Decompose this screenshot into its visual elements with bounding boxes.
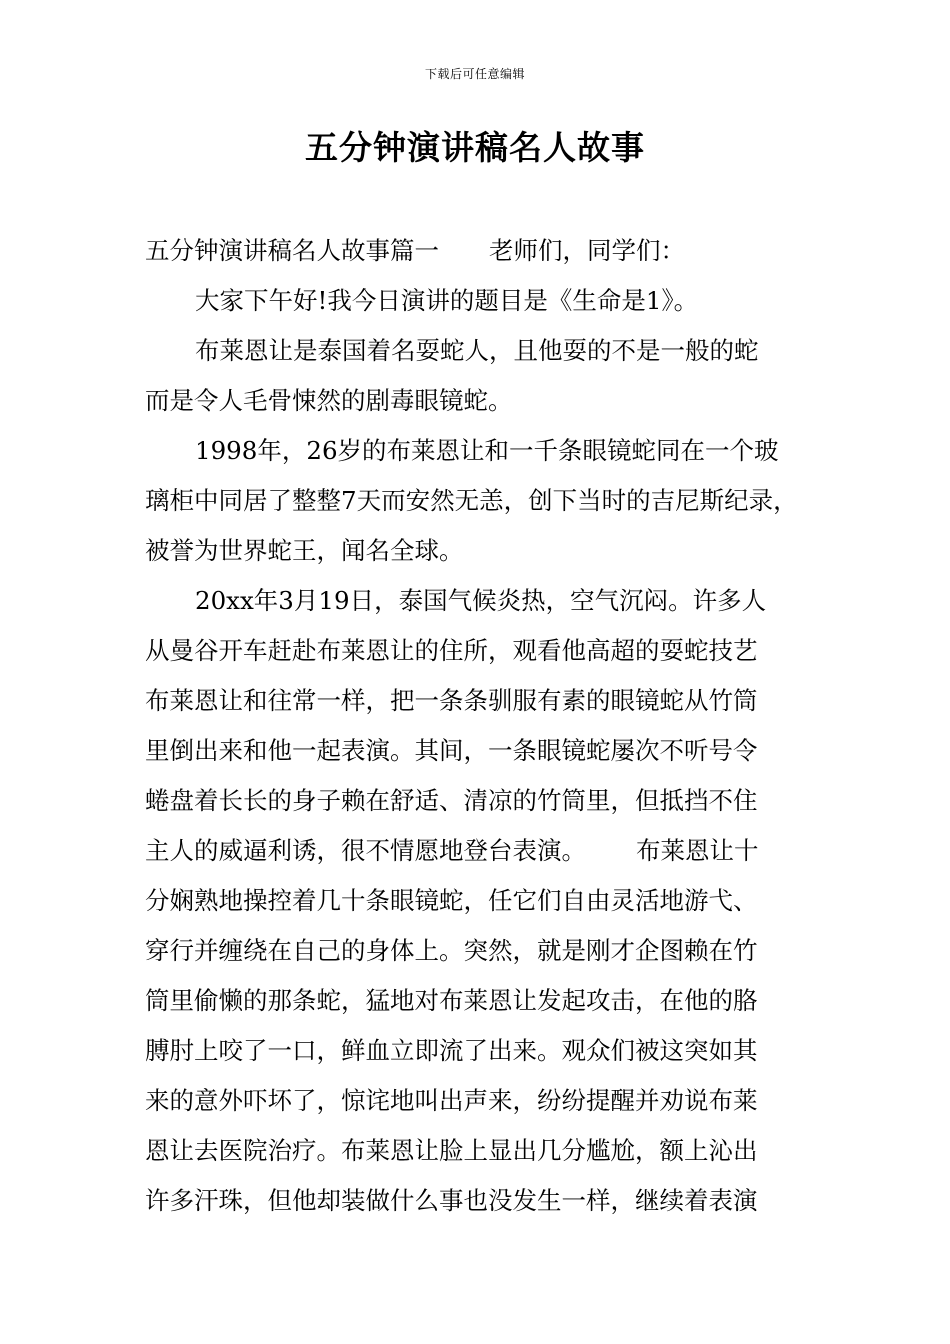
- page-header-note: 下载后可任意编辑: [424, 67, 525, 81]
- body-line-part: 主人的威逼利诱，很不情愿地登台表演。: [145, 836, 586, 865]
- body-line: 布莱恩让和往常一样，把一条条驯服有素的眼镜蛇从竹筒: [145, 686, 758, 715]
- body-line: 分娴熟地操控着几十条眼镜蛇，任它们自由灵活地游弋、: [145, 886, 758, 915]
- body-line: 恩让去医院治疗。布莱恩让脸上显出几分尴尬，额上沁出: [145, 1136, 758, 1165]
- body-line: 膊肘上咬了一口，鲜血立即流了出来。观众们被这突如其: [145, 1036, 758, 1065]
- body-line: 从曼谷开车赶赴布莱恩让的住所，观看他高超的耍蛇技艺: [145, 636, 758, 665]
- body-line: 璃柜中同居了整整7天而安然无恙，创下当时的吉尼斯纪录，: [145, 486, 798, 515]
- body-line: 穿行并缠绕在自己的身体上。突然，就是刚才企图赖在竹: [145, 936, 758, 965]
- body-line: [145, 826, 815, 876]
- body-line: 被誉为世界蛇王，闻名全球。: [145, 536, 464, 565]
- document-title: 五分钟演讲稿名人故事: [305, 128, 645, 167]
- body-line: 20xx年3月19日，泰国气候炎热，空气沉闷。许多人: [195, 586, 767, 615]
- body-line: 许多汗珠，但他却装做什么事也没发生一样，继续着表演: [145, 1186, 758, 1215]
- body-line: 来的意外吓坏了，惊诧地叫出声来，纷纷提醒并劝说布莱: [145, 1086, 758, 1115]
- body-line: 筒里偷懒的那条蛇，猛地对布莱恩让发起攻击，在他的胳: [145, 986, 758, 1015]
- document-body: [145, 226, 815, 1226]
- section-heading: 五分钟演讲稿名人故事篇一: [145, 236, 439, 265]
- body-line: [145, 226, 815, 276]
- salutation: 老师们，同学们：: [489, 236, 685, 265]
- body-line: 而是令人毛骨悚然的剧毒眼镜蛇。: [145, 386, 513, 415]
- body-line: 布莱恩让是泰国着名耍蛇人，且他耍的不是一般的蛇: [195, 336, 759, 365]
- body-line: 大家下午好!我今日演讲的题目是《生命是1》。: [195, 286, 699, 315]
- body-line: 里倒出来和他一起表演。其间，一条眼镜蛇屡次不听号令: [145, 736, 758, 765]
- body-line: 蜷盘着长长的身子赖在舒适、清凉的竹筒里，但抵挡不住: [145, 786, 758, 815]
- body-line-part: 布莱恩让十: [636, 836, 759, 865]
- body-line: 1998年，26岁的布莱恩让和一千条眼镜蛇同在一个玻: [195, 436, 779, 465]
